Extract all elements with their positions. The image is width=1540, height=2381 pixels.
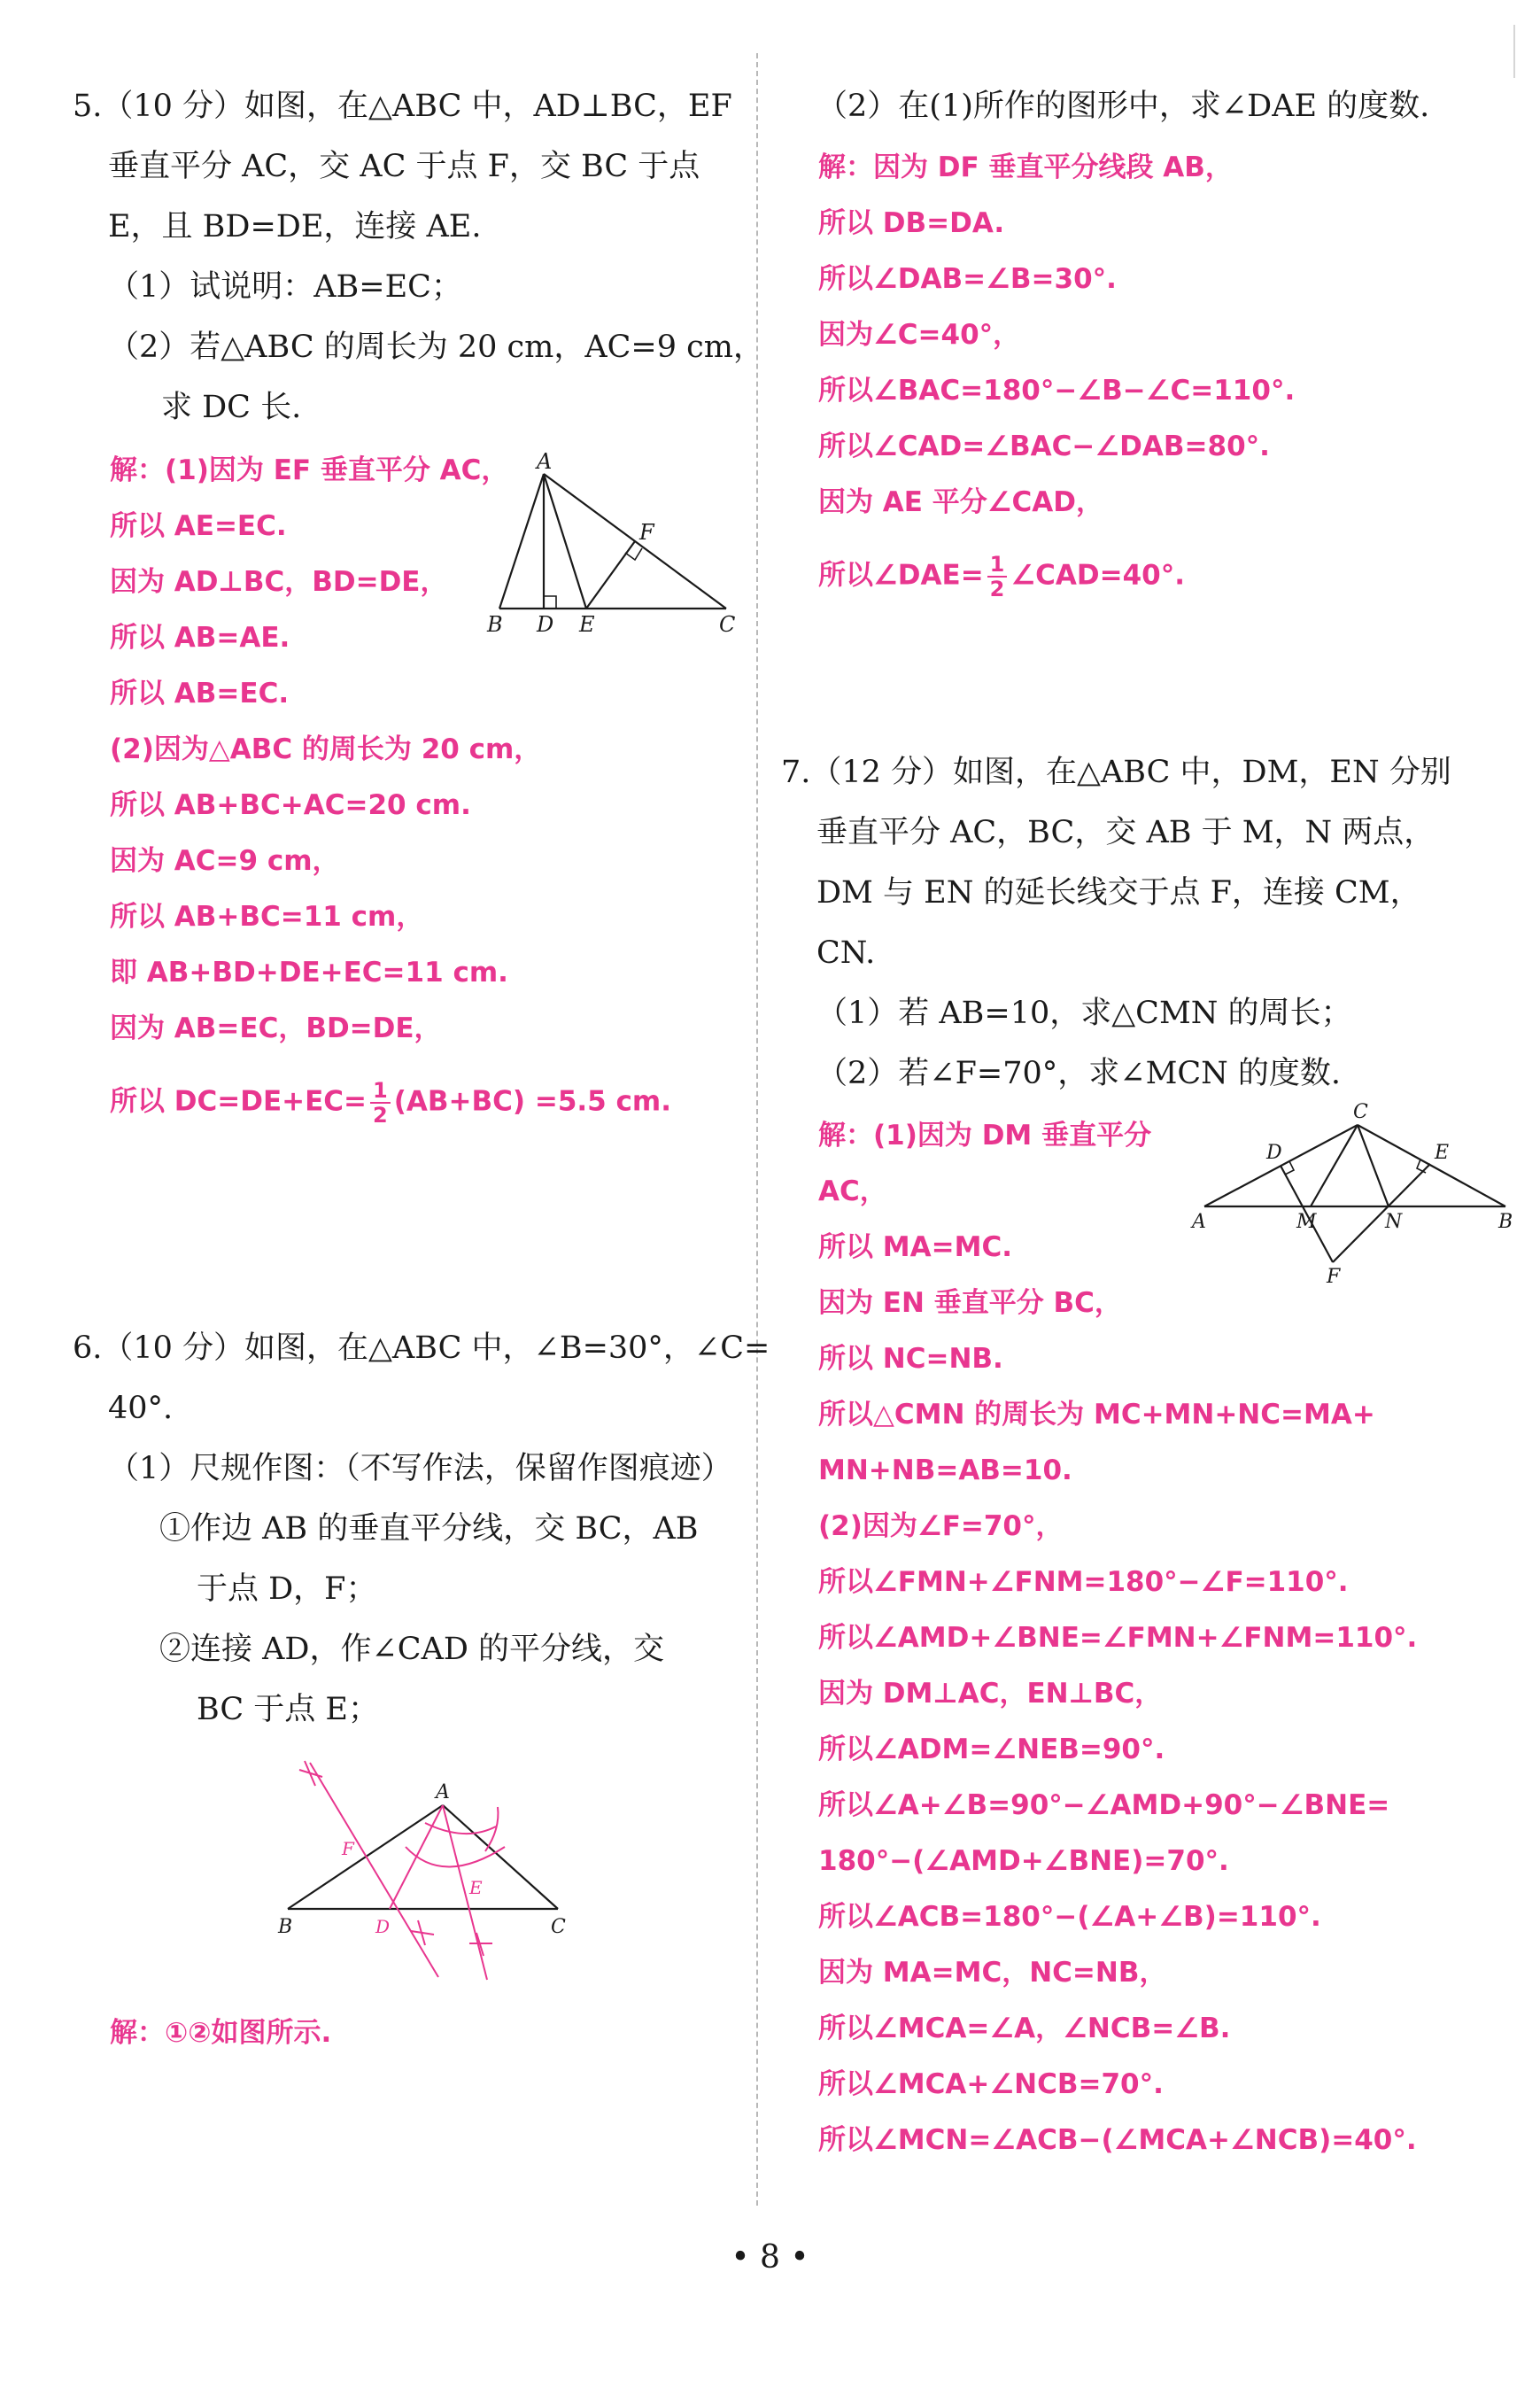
q5-fraction: [370, 1079, 391, 1127]
q7-sol-b-12: 所以∠MCA+∠NCB=70°.: [818, 2068, 1164, 2100]
q7-sol-b-0: 所以△CMN 的周长为 MC+MN+NC=MA+: [818, 1399, 1375, 1431]
q6-label-b: B: [278, 1916, 293, 1938]
q6-step1b: 于点 D，F；: [197, 1571, 377, 1607]
q5-label-a: A: [537, 449, 553, 474]
q6-label-e: E: [469, 1877, 483, 1898]
q6-seg-ac: [443, 1805, 558, 1909]
q6b-sol-0: 解：因为 DF 垂直平分线段 AB，: [818, 151, 1233, 183]
q5-head: 5.（10 分）如图，在△ABC 中，AD⊥BC，EF: [73, 89, 732, 124]
q5-sub2b: 求 DC 长.: [161, 390, 302, 425]
q6-figure: [266, 1745, 584, 1993]
q5-sol-4: 所以 AB=EC.: [110, 678, 290, 710]
q7-sol-b-1: MN+NB=AB=10.: [818, 1454, 1072, 1486]
q6-label-f: F: [342, 1838, 354, 1859]
q5-label-c: C: [719, 612, 736, 637]
q5-frac-denominator: 2: [373, 1103, 388, 1128]
q6-label-a: A: [436, 1781, 450, 1803]
q6-step2a: ②连接 AD，作∠CAD 的平分线，交: [159, 1632, 665, 1667]
q7-sol-b-9: 所以∠ACB=180°−(∠A+∠B)=110°.: [818, 1901, 1321, 1933]
q6-step1a: ①作边 AB 的垂直平分线，交 BC，AB: [159, 1511, 699, 1547]
q5-sol-0: 解：(1)因为 EF 垂直平分 AC，: [110, 454, 509, 486]
q7-sol-b-10: 因为 MA=MC，NC=NB，: [818, 1957, 1167, 1989]
q6b-fraction: [987, 553, 1008, 601]
q6-label-d: D: [375, 1916, 391, 1937]
q7-sol-a-4: 所以 NC=NB.: [818, 1343, 1003, 1375]
q5-sub1: （1）试说明：AB=EC；: [108, 269, 462, 305]
q5-label-f: F: [639, 520, 654, 545]
q6b-sol-2: 所以∠DAB=∠B=30°.: [818, 263, 1117, 295]
q6b-sol-6: 因为 AE 平分∠CAD，: [818, 486, 1104, 518]
corner-mark: [1513, 25, 1515, 78]
q5-sol-5: (2)因为△ABC 的周长为 20 cm，: [110, 733, 542, 765]
q5-right-angle-d: [544, 596, 556, 609]
q5-sol-6: 所以 AB+BC+AC=20 cm.: [110, 789, 471, 821]
q7-sol-a-3: 因为 EN 垂直平分 BC，: [818, 1287, 1122, 1319]
q6b-head: （2）在(1)所作的图形中，求∠DAE 的度数.: [816, 89, 1430, 124]
q6-seg-ab: [288, 1805, 443, 1909]
q5-sol-7: 因为 AC=9 cm，: [110, 845, 340, 877]
q7-sol-b-4: 所以∠AMD+∠BNE=∠FMN+∠FNM=110°.: [818, 1622, 1418, 1654]
q6b-frac-denominator: 2: [989, 577, 1005, 601]
q7-label-c: C: [1353, 1101, 1368, 1123]
q7-seg-bc: [1358, 1125, 1505, 1206]
q7-line-1: 垂直平分 AC，BC，交 AB 于 M，N 两点，: [816, 815, 1436, 850]
page-number: • 8 •: [731, 2239, 809, 2276]
q7-sol-b-7: 所以∠A+∠B=90°−∠AMD+90°−∠BNE=: [818, 1789, 1390, 1821]
q7-label-d: D: [1266, 1142, 1282, 1164]
q7-label-b: B: [1498, 1211, 1513, 1233]
q7-sol-b-6: 所以∠ADM=∠NEB=90°.: [818, 1733, 1165, 1765]
q5-seg-ae: [544, 474, 586, 609]
q5-figure: [487, 449, 744, 642]
q7-figure: [1187, 1101, 1523, 1288]
q6-line-2: 40°.: [108, 1391, 174, 1426]
q6b-sol-4: 所以∠BAC=180°−∠B−∠C=110°.: [818, 375, 1296, 407]
q7-sol-b-13: 所以∠MCN=∠ACB−(∠MCA+∠NCB)=40°.: [818, 2124, 1417, 2156]
q5-sol-2: 因为 AD⊥BC，BD=DE，: [110, 566, 448, 598]
q6-head: 6.（10 分）如图，在△ABC 中，∠B=30°，∠C=: [73, 1330, 770, 1366]
q5-sol-last: [110, 1079, 671, 1127]
q7-sol-b-5: 因为 DM⊥AC，EN⊥BC，: [818, 1678, 1163, 1710]
q5-label-b: B: [487, 612, 503, 637]
q5-sol-8: 所以 AB+BC=11 cm，: [110, 901, 424, 933]
q7-sol-a-1: AC，: [818, 1175, 887, 1207]
q6b-sol-5: 所以∠CAD=∠BAC−∠DAB=80°.: [818, 430, 1270, 462]
column-divider: [756, 53, 758, 2206]
q6-step2b: BC 于点 E；: [197, 1692, 379, 1727]
q7-line-3: CN.: [816, 935, 876, 971]
q6-label-c: C: [551, 1916, 566, 1938]
q6-sub1: （1）尺规作图：（不写作法，保留作图痕迹）: [108, 1451, 732, 1486]
q7-sol-b-11: 所以∠MCA=∠A，∠NCB=∠B.: [818, 2013, 1231, 2044]
q7-label-n: N: [1385, 1211, 1403, 1233]
q5-sub2a: （2）若△ABC 的周长为 20 cm，AC=9 cm，: [108, 330, 764, 365]
q6b-sol-last-post: ∠CAD=40°.: [1010, 559, 1186, 592]
q7-sol-a-0: 解：(1)因为 DM 垂直平分: [818, 1120, 1152, 1152]
q6b-sol-3: 因为∠C=40°，: [818, 319, 1021, 351]
q5-sol-last-post: (AB+BC) =5.5 cm.: [393, 1085, 671, 1118]
q5-label-d: D: [537, 612, 554, 637]
q5-seg-ab: [499, 474, 544, 609]
q7-sol-b-3: 所以∠FMN+∠FNM=180°−∠F=110°.: [818, 1566, 1349, 1598]
q6-cross-mid: [411, 1920, 434, 1945]
q6-arc-2: [425, 1823, 496, 1834]
q6b-frac-numerator: 1: [987, 553, 1008, 578]
q7-sub1: （1）若 AB=10，求△CMN 的周长；: [816, 996, 1352, 1031]
q6b-sol-last-pre: 所以∠DAE=: [818, 559, 984, 592]
q7-head: 7.（12 分）如图，在△ABC 中，DM，EN 分别: [781, 755, 1451, 790]
q6-perp-bisector: [310, 1763, 438, 1977]
q7-line-2: DM 与 EN 的延长线交于点 F，连接 CM，: [816, 875, 1421, 911]
q7-label-e: E: [1435, 1142, 1450, 1164]
q7-label-a: A: [1192, 1211, 1206, 1233]
q6-sol: 解：①②如图所示.: [110, 2017, 332, 2049]
q7-sol-b-8: 180°−(∠AMD+∠BNE)=70°.: [818, 1845, 1229, 1877]
q7-seg-enf: [1333, 1164, 1430, 1262]
q5-sol-last-pre: 所以 DC=DE+EC=: [110, 1085, 368, 1118]
q7-label-m: M: [1296, 1211, 1317, 1233]
q5-sol-3: 所以 AB=AE.: [110, 622, 290, 654]
q5-sol-9: 即 AB+BD+DE+EC=11 cm.: [110, 957, 508, 989]
q5-sol-10: 因为 AB=EC，BD=DE，: [110, 1012, 442, 1044]
q5-frac-numerator: 1: [370, 1079, 391, 1104]
q7-sub2: （2）若∠F=70°，求∠MCN 的度数.: [816, 1056, 1342, 1091]
q7-label-f: F: [1327, 1266, 1341, 1288]
q5-seg-ef: [586, 541, 635, 609]
q5-line-2: E，且 BD=DE，连接 AE.: [108, 209, 482, 244]
q7-sol-a-2: 所以 MA=MC.: [818, 1231, 1012, 1263]
q5-line-1: 垂直平分 AC，交 AC 于点 F，交 BC 于点: [108, 149, 700, 184]
q7-sol-b-2: (2)因为∠F=70°，: [818, 1510, 1064, 1542]
q7-seg-cn: [1358, 1125, 1389, 1206]
q6b-sol-last: [818, 553, 1185, 601]
q5-label-e: E: [579, 612, 595, 637]
q6b-sol-1: 所以 DB=DA.: [818, 207, 1005, 239]
q5-sol-1: 所以 AE=EC.: [110, 510, 287, 542]
